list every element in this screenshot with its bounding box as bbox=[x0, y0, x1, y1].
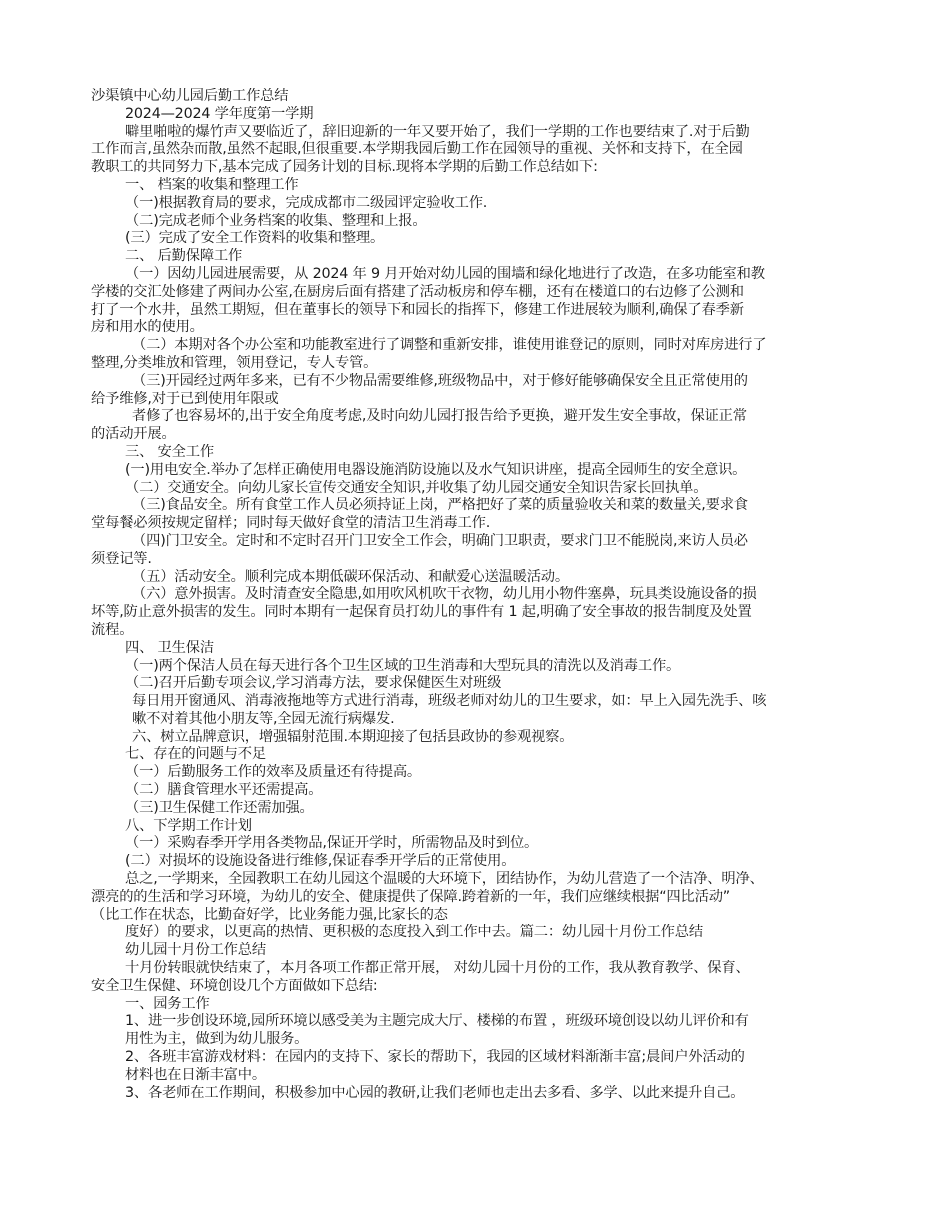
text-line: 一、 档案的收集和整理工作 bbox=[125, 176, 299, 193]
text-line: 总之,一学期来，全园教职工在幼儿园这个温暖的大环境下，团结协作，为幼儿营造了一个洁净、明净、 bbox=[125, 871, 764, 888]
text-line: 工作而言,虽然杂而散,虽然不起眼,但很重要.本学期我园后勤工作在园领导的重视、关怀和支持下，在全园 bbox=[91, 141, 743, 158]
text-line: （一）因幼儿园进展需要，从 2024 年 9 月开始对幼儿园的围墙和绿化地进行了改造，在多功能室和教 bbox=[125, 265, 765, 282]
text-line: (一)用电安全.举办了怎样正确使用电器设施消防设施以及水气知识讲座，提高全园师生的安全意识。 bbox=[125, 461, 747, 478]
text-line: 幼儿园十月份工作总结 bbox=[125, 942, 266, 959]
text-line: (三）完成了安全工作资料的收集和整理。 bbox=[125, 230, 385, 247]
text-line: (二）对损坏的设施设备进行维修,保证春季开学后的正常使用。 bbox=[125, 853, 516, 870]
text-line: 七、存在的问题与不足 bbox=[125, 746, 266, 763]
text-line: （二)完成老师个业务档案的收集、整理和上报。 bbox=[125, 212, 427, 229]
text-line: 学楼的交汇处修建了两间办公室,在厨房后面有搭建了活动板房和停车棚，还有在楼道口的右边修了公测和 bbox=[91, 283, 744, 300]
text-line: 给予维修,对于已到使用年限或 bbox=[91, 390, 279, 407]
text-line: 流程。 bbox=[91, 621, 134, 638]
text-line: （三)开园经过两年多来，已有不少物品需要维修,班级物品中，对于修好能够确保安全且正常使用的 bbox=[132, 372, 748, 389]
text-line: 2、各班丰富游戏材料：在园内的支持下、家长的帮助下，我园的区域材料渐渐丰富;晨间户外活动的 bbox=[125, 1049, 745, 1066]
document-body bbox=[91, 88, 861, 1102]
text-line: （一)两个保洁人员在每天进行各个卫生区域的卫生消毒和大型玩具的清洗以及消毒工作。 bbox=[125, 657, 681, 674]
text-line: 安全卫生保健、环境创设几个方面做如下总结: bbox=[91, 977, 378, 994]
text-line: 房和用水的使用。 bbox=[91, 319, 204, 336]
text-line: 四、 卫生保洁 bbox=[125, 639, 214, 656]
text-line: 每日用开窗通风、消毒液拖地等方式进行消毒，班级老师对幼儿的卫生要求，如：早上入园先洗手、咳 bbox=[132, 693, 767, 710]
text-line: （四)门卫安全。定时和不定时召开门卫安全工作会，明确门卫职责，要求门卫不能脱岗,来访人员必 bbox=[132, 532, 748, 549]
text-line: （二）交通安全。向幼儿家长宣传交通安全知识,并收集了幼儿园交通安全知识告家长回执单。 bbox=[125, 479, 708, 496]
text-line: 材料也在日渐丰富中。 bbox=[125, 1066, 266, 1083]
text-line: 者修了也容易坏的,出于安全角度考虑,及时向幼儿园打报告给予更换，避开发生安全事故，保证正常 bbox=[132, 408, 747, 425]
text-line: （二）膳食管理水平还需提高。 bbox=[125, 782, 323, 799]
text-line: 堂每餐必须按规定留样；同时每天做好食堂的清洁卫生消毒工作. bbox=[91, 515, 491, 532]
text-line: （比工作在状态，比勤奋好学，比业务能力强,比家长的态 bbox=[91, 906, 448, 923]
text-line: （三)食品安全。所有食堂工作人员必须持证上岗，严格把好了菜的质量验收关和菜的数量关,要求食 bbox=[132, 497, 748, 514]
text-line: 二、 后勤保障工作 bbox=[125, 248, 243, 265]
text-line: 的活动开展。 bbox=[91, 426, 176, 443]
text-line: 教职工的共同努力下,基本完成了园务计划的目标.现将本学期的后勤工作总结如下: bbox=[91, 159, 598, 176]
text-line: 2024—2024 学年度第一学期 bbox=[125, 105, 314, 122]
text-line: 八、下学期工作计划 bbox=[125, 817, 252, 834]
text-line: 十月份转眼就快结束了，本月各项工作都正常开展， 对幼儿园十月份的工作，我从教育教学、保育、 bbox=[125, 960, 750, 977]
text-line: 噼里啪啦的爆竹声又要临近了，辞旧迎新的一年又要开始了，我们一学期的工作也要结束了.对于后勤 bbox=[125, 123, 750, 140]
text-line: 三、 安全工作 bbox=[125, 443, 214, 460]
text-line: 打了一个水井，虽然工期短，但在董事长的领导下和园长的指挥下，修建工作进展较为顺利,确保了春季新 bbox=[91, 301, 744, 318]
text-line: 一、园务工作 bbox=[125, 995, 210, 1012]
text-line: 六、树立品牌意识，增强辐射范围.本期迎接了包括县政协的参观视察。 bbox=[132, 728, 574, 745]
text-line: （一)根据教育局的要求，完成成都市二级园评定验收工作. bbox=[125, 194, 488, 211]
text-line: （二)召开后勤专项会议,学习消毒方法，要求保健医生对班级 bbox=[125, 675, 502, 692]
text-line: 嗽不对着其他小朋友等,全园无流行病爆发. bbox=[132, 710, 395, 727]
text-line: 须登记等. bbox=[91, 550, 152, 567]
text-line: （三)卫生保健工作还需加强。 bbox=[125, 799, 314, 816]
text-line: （一）采购春季开学用各类物品,保证开学时，所需物品及时到位。 bbox=[125, 835, 539, 852]
text-line: 坏等,防止意外损害的发生。同时本期有一起保育员打幼儿的事件有 1 起,明确了安全事故的报告制度及处置 bbox=[91, 604, 752, 621]
text-line: （六）意外损害。及时清查安全隐患,如用吹风机吹干衣物，幼儿用小物件塞鼻，玩具类设施设备的损 bbox=[132, 586, 757, 603]
text-line: （五）活动安全。顺利完成本期低碳环保活动、和献爱心送温暖活动。 bbox=[132, 568, 569, 585]
text-line: 3、各老师在工作期间，积极参加中心园的教研,让我们老师也走出去多看、多学、以此来提升自己。 bbox=[125, 1084, 745, 1101]
text-line: 整理,分类堆放和管理，领用登记，专人专管。 bbox=[91, 354, 378, 371]
text-line: （一）后勤服务工作的效率及质量还有待提高。 bbox=[125, 764, 422, 781]
text-line: 沙渠镇中心幼儿园后勤工作总结 bbox=[91, 88, 289, 104]
text-line: （二）本期对各个办公室和功能教室进行了调整和重新安排，谁使用谁登记的原则，同时对库房进行了 bbox=[132, 337, 767, 354]
text-line: 1、进一步创设环境,园所环境以感受美为主题完成大厅、楼梯的布置 ，班级环境创设以幼儿评价和有 bbox=[125, 1013, 749, 1030]
text-line: 漂亮的的生活和学习环境，为幼儿的安全、健康提供了保障.跨着新的一年，我们应继续根据“四比活动” bbox=[91, 888, 731, 905]
text-line: 度好）的要求，以更高的热情、更积极的态度投入到工作中去。篇二：幼儿园十月份工作总结 bbox=[125, 924, 703, 941]
text-line: 用性为主，做到为幼儿服务。 bbox=[125, 1031, 309, 1048]
